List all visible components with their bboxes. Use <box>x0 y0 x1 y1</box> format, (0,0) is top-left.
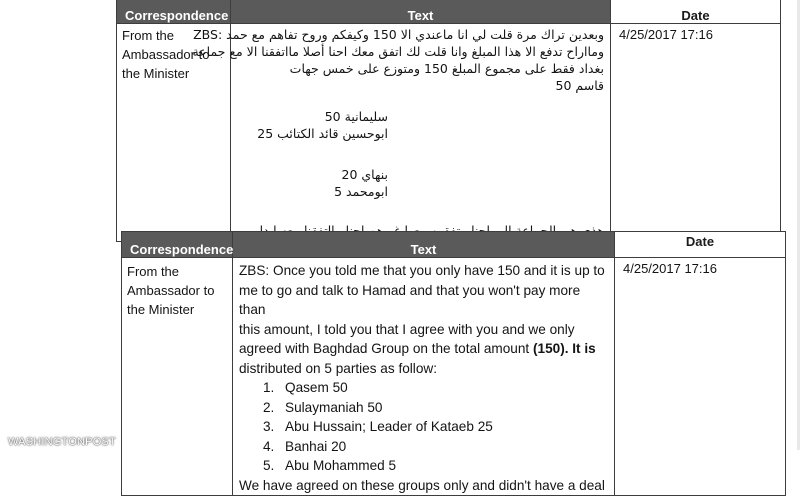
arabic-list-item: ابوحسين قائد الكتائب 25 <box>257 126 388 141</box>
english-record-table <box>121 231 786 496</box>
correspondence-cell <box>122 258 233 496</box>
arabic-line: بغداد فقط على مجموع المبلغ 150 ومتوزع على خمس جهات <box>289 61 604 76</box>
from-line: the Minister <box>122 66 190 81</box>
from-line: Ambassador to <box>122 47 210 62</box>
record-row <box>117 24 781 242</box>
arabic-list-item: سليمانية 50 <box>324 109 388 124</box>
list-item: 2. Sulaymaniah 50 <box>263 399 383 415</box>
english-line: this amount, I told you that I agree with you and we only <box>239 321 575 337</box>
english-line: ZBS: Once you told me that you only have 150 and it is up to <box>239 263 605 278</box>
from-line: From the <box>122 28 175 43</box>
date-header: Date <box>615 232 786 258</box>
list-item: 1. Qasem 50 <box>263 380 348 395</box>
date-cell: 4/25/2017 17:16 <box>615 258 786 496</box>
correspondence-header: Correspondence <box>117 0 231 24</box>
date-header: Date <box>611 0 781 24</box>
list-item: 4. Banhai 20 <box>263 438 347 454</box>
table-header-row <box>117 0 781 24</box>
english-line: me to go and talk to Hamad and that you won't pay more than <box>239 282 581 317</box>
arabic-list-item: بنهاي 20 <box>341 167 388 182</box>
arabic-line: ومااراح تدفع الا هذا المبلغ وانا قلت لك اتفق معك احنا أصلا مااتفقنا الا مع جماعة <box>192 44 604 59</box>
english-text-cell <box>233 258 615 496</box>
from-line: From the <box>127 264 180 279</box>
english-line: agreed with Baghdad Group on the total amount (150). It is <box>239 341 596 356</box>
arabic-text-cell <box>192 24 611 242</box>
correspondence-header: Correspondence <box>122 232 233 258</box>
date-cell: 4/25/2017 17:16 <box>611 24 781 242</box>
from-line: Ambassador to <box>127 283 215 298</box>
table-header-row <box>122 232 786 258</box>
text-header: Text <box>231 0 611 24</box>
watermark: WASHINGTONPOST <box>8 436 116 448</box>
english-closing-line: We have agreed on these groups only and didn't have a deal <box>239 477 605 493</box>
record-row <box>122 258 786 496</box>
arabic-line: وبعدين تراك مرة قلت لي انا ماعندي الا 150 وكيفكم وروح تفاهم مع حمد :ZBS <box>193 27 604 42</box>
arabic-list-item: ابومحمد 5 <box>334 184 388 199</box>
distribution-list <box>239 378 610 476</box>
list-item: 5. Abu Mohammed 5 <box>263 458 397 473</box>
text-header: Text <box>233 232 615 258</box>
total-amount: (150). <box>532 341 569 356</box>
arabic-line: قاسم 50 <box>555 78 604 93</box>
arabic-record-table <box>116 0 781 242</box>
from-line: the Minister <box>127 302 195 317</box>
english-line: distributed on 5 parties as follow: <box>239 360 437 376</box>
list-item: 3. Abu Hussain; Leader of Kataeb 25 <box>263 419 493 434</box>
